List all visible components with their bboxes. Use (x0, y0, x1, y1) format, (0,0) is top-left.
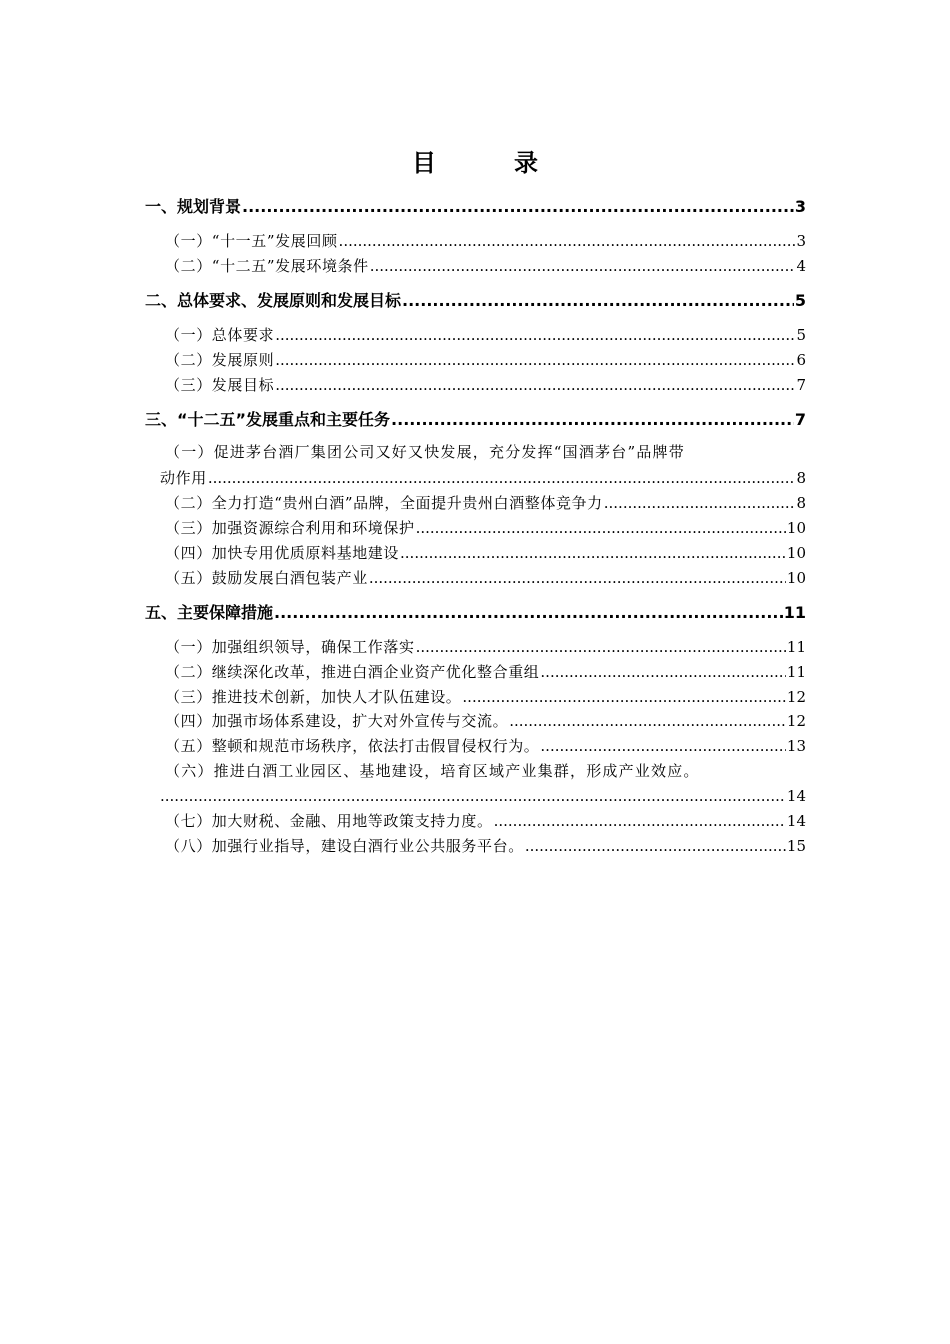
toc-page-number: 8 (796, 469, 806, 487)
toc-page-number: 7 (794, 410, 806, 429)
toc-entry-label: （一）总体要求 (165, 326, 275, 344)
toc-page-number: 11 (786, 663, 806, 681)
toc-page-number: 10 (786, 544, 806, 562)
toc-page-number: 11 (786, 638, 806, 656)
toc-entry-3-5[interactable] (165, 567, 806, 589)
toc-entry-5-3[interactable] (165, 686, 806, 708)
toc-entry-section-2[interactable] (145, 289, 806, 313)
toc-leader-dots (275, 374, 795, 396)
toc-entry-label: （二）发展原则 (165, 351, 275, 369)
toc-page-number: 13 (786, 737, 806, 755)
toc-entry-2-1[interactable] (165, 324, 806, 346)
toc-page-number: 14 (786, 787, 806, 805)
toc-page-number: 12 (786, 688, 806, 706)
toc-entry-label: （四）加快专用优质原料基地建设 (165, 544, 400, 562)
toc-page-number: 8 (796, 494, 806, 512)
toc-leader-dots (540, 661, 786, 683)
toc-page-number: 3 (796, 232, 806, 250)
toc-page-number: 5 (796, 326, 806, 344)
toc-page-number: 4 (796, 257, 806, 275)
toc-entry-label: （一）加强组织领导，确保工作落实 (165, 638, 415, 656)
toc-leader-dots (462, 686, 786, 708)
toc-entry-label: （二）“十二五”发展环境条件 (165, 257, 369, 275)
toc-leader-dots (400, 542, 786, 564)
toc-entry-1-2[interactable] (165, 255, 806, 277)
toc-leader-dots (339, 230, 796, 252)
toc-entry-label: 二、总体要求、发展原则和发展目标 (145, 291, 402, 310)
toc-leader-dots (525, 835, 786, 857)
toc-entry-label: （八）加强行业指导，建设白酒行业公共服务平台。 (165, 837, 524, 855)
toc-entry-3-1[interactable] (160, 467, 806, 489)
toc-page-number: 6 (796, 351, 806, 369)
toc-entry-label: （五）整顿和规范市场秩序，依法打击假冒侵权行为。 (165, 737, 540, 755)
toc-title-char-1: 目 (412, 149, 436, 177)
toc-leader-dots (370, 255, 796, 277)
toc-entry-3-3[interactable] (165, 517, 806, 539)
toc-entry-label: （二）继续深化改革，推进白酒企业资产优化整合重组 (165, 663, 540, 681)
toc-leader-dots (402, 289, 794, 313)
toc-leader-dots (540, 735, 786, 757)
toc-page-number: 5 (794, 291, 806, 310)
toc-entry-1-1[interactable] (165, 230, 806, 252)
toc-entry-3-1-line1[interactable]: （一）促进茅台酒厂集团公司又好又快发展，充分发挥“国酒茅台”品牌带 (165, 443, 685, 461)
toc-entry-label: 五、主要保障措施 (145, 603, 274, 622)
toc-entry-5-4[interactable] (165, 710, 806, 732)
toc-leader-dots (391, 408, 794, 432)
toc-leader-dots (274, 601, 783, 625)
toc-entry-2-2[interactable] (165, 349, 806, 371)
toc-entry-5-1[interactable] (165, 636, 806, 658)
toc-entry-label: （五）鼓励发展白酒包装产业 (165, 569, 368, 587)
toc-entry-3-2[interactable] (165, 492, 806, 514)
toc-page-number: 11 (783, 603, 806, 622)
toc-entry-section-1[interactable] (145, 195, 806, 219)
toc-entry-label: 三、“十二五”发展重点和主要任务 (145, 410, 391, 429)
toc-page-number: 7 (796, 376, 806, 394)
toc-entry-section-5[interactable] (145, 601, 806, 625)
toc-entry-5-6[interactable] (160, 785, 806, 807)
toc-leader-dots (160, 785, 786, 807)
toc-leader-dots (416, 636, 786, 658)
toc-page-number: 12 (786, 712, 806, 730)
toc-leader-dots (494, 810, 786, 832)
toc-entry-label: （三）发展目标 (165, 376, 275, 394)
toc-entry-5-5[interactable] (165, 735, 806, 757)
toc-entry-label: （三）推进技术创新，加快人才队伍建设。 (165, 688, 462, 706)
toc-entry-2-3[interactable] (165, 374, 806, 396)
toc-entry-label: （三）加强资源综合利用和环境保护 (165, 519, 415, 537)
toc-leader-dots (509, 710, 786, 732)
toc-leader-dots (416, 517, 786, 539)
toc-entry-section-3[interactable] (145, 408, 806, 432)
toc-entry-3-4[interactable] (165, 542, 806, 564)
toc-entry-5-8[interactable] (165, 835, 806, 857)
toc-leader-dots (604, 492, 796, 514)
toc-entry-label: （七）加大财税、金融、用地等政策支持力度。 (165, 812, 493, 830)
toc-entry-label: （四）加强市场体系建设，扩大对外宣传与交流。 (165, 712, 509, 730)
toc-page-number: 15 (786, 837, 806, 855)
toc-page-number: 14 (786, 812, 806, 830)
toc-entry-label-continued: 动作用 (160, 469, 207, 487)
toc-entry-label: （二）全力打造“贵州白酒”品牌，全面提升贵州白酒整体竞争力 (165, 494, 603, 512)
toc-leader-dots (369, 567, 786, 589)
toc-entry-5-2[interactable] (165, 661, 806, 683)
toc-page-number: 10 (786, 569, 806, 587)
toc-entry-5-7[interactable] (165, 810, 806, 832)
toc-leader-dots (242, 195, 794, 219)
toc-page-number: 10 (786, 519, 806, 537)
toc-entry-5-6-line1[interactable]: （六）推进白酒工业园区、基地建设，培育区域产业集群，形成产业效应。 (165, 762, 700, 780)
toc-leader-dots (275, 324, 795, 346)
toc-entry-label: （一）“十一五”发展回顾 (165, 232, 338, 250)
toc-title-char-2: 录 (514, 149, 538, 177)
toc-entry-label: 一、规划背景 (145, 197, 242, 216)
toc-leader-dots (208, 467, 796, 489)
toc-page-number: 3 (794, 197, 806, 216)
toc-leader-dots (275, 349, 795, 371)
